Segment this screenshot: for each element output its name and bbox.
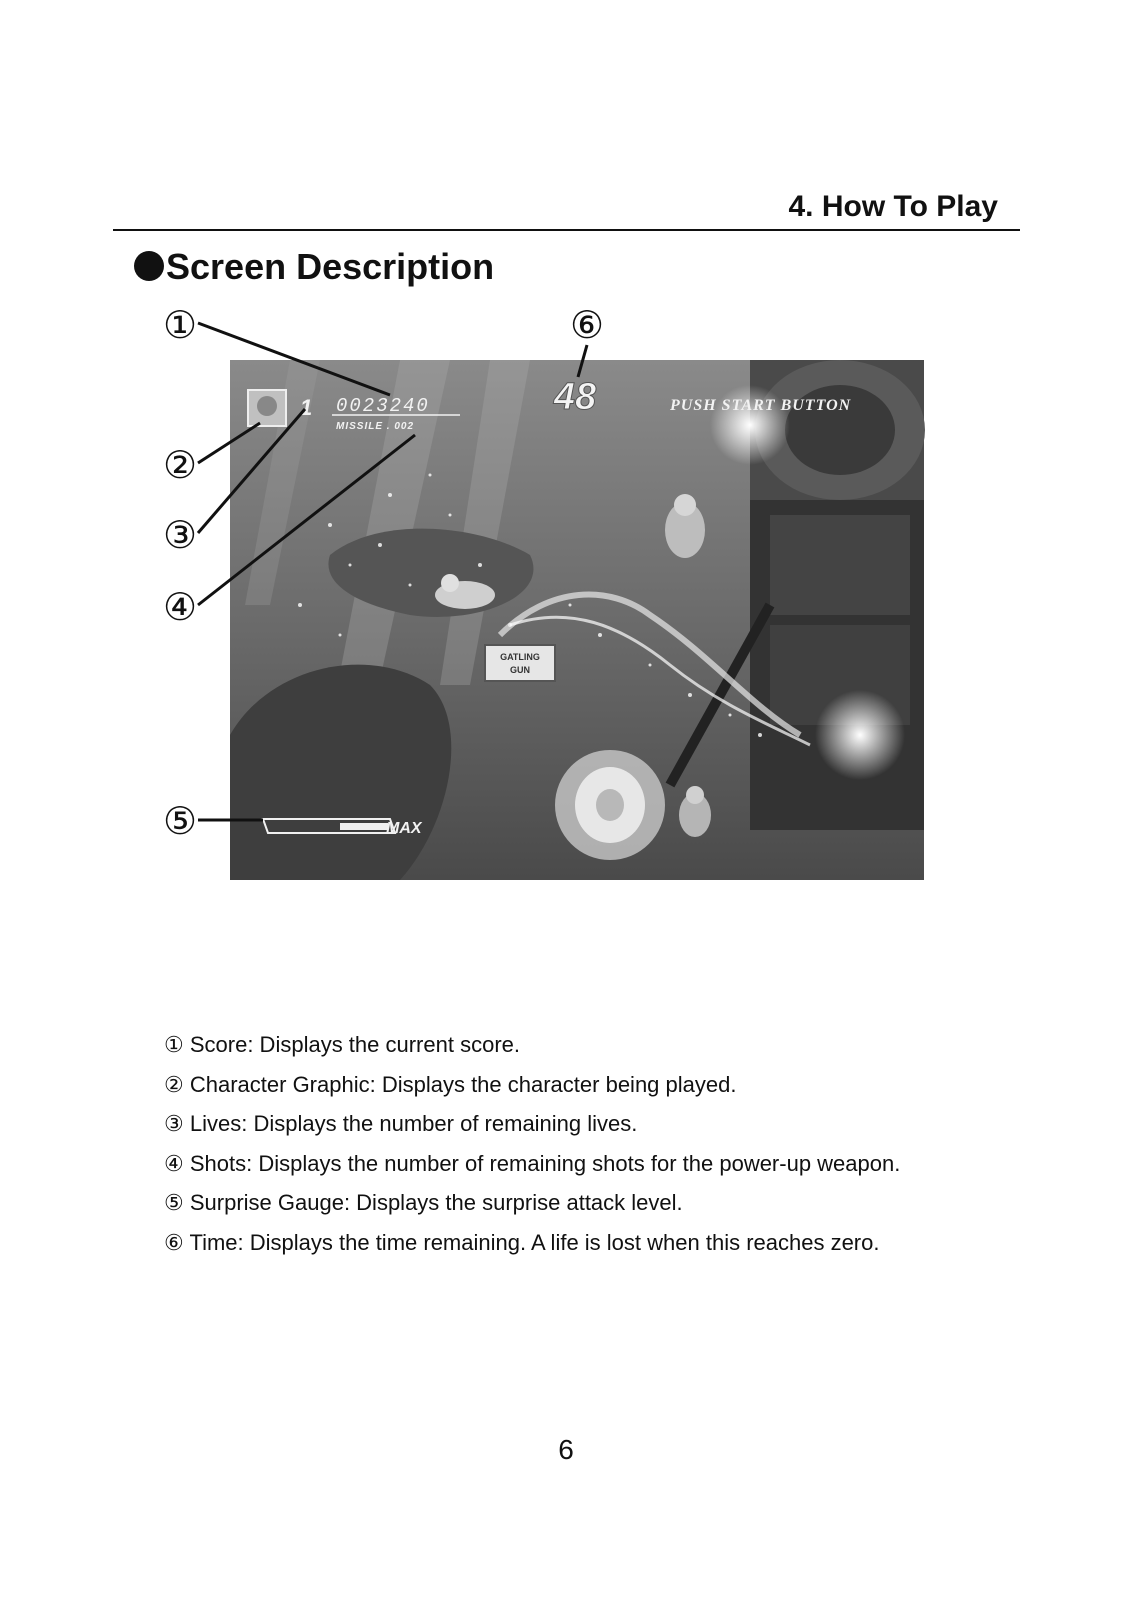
description-item-character	[164, 1065, 1014, 1105]
push-start-text: PUSH START BUTTON	[670, 397, 852, 414]
callout-1: ①	[162, 305, 198, 347]
bullet-icon	[134, 251, 164, 281]
description-text: Score: Displays the current score.	[189, 1032, 520, 1057]
game-screen-figure	[150, 305, 960, 915]
description-number: ①	[164, 1032, 184, 1057]
character-portrait-icon	[257, 396, 277, 416]
description-number: ⑥	[164, 1229, 184, 1255]
missile-count: MISSILE . 002	[336, 421, 415, 432]
description-text: Lives: Displays the number of remaining lives.	[189, 1111, 638, 1136]
chapter-heading: 4. How To Play	[788, 190, 998, 223]
callout-3: ③	[162, 513, 198, 557]
callout-5: ⑤	[162, 799, 198, 843]
gauge-max-label: MAX	[386, 820, 422, 837]
description-text: Character Graphic: Displays the character being played.	[189, 1071, 737, 1097]
description-item-lives	[164, 1104, 1014, 1144]
weapon-box-line: GATLING	[500, 652, 540, 662]
explosion-glow	[815, 690, 905, 780]
description-item-shots	[164, 1144, 1014, 1184]
game-screenshot	[230, 360, 925, 880]
description-number: ④	[164, 1150, 184, 1176]
description-list	[164, 1025, 1014, 1262]
lives-count: 1	[300, 395, 313, 420]
callout-6: ⑥	[569, 305, 605, 347]
description-number: ⑤	[164, 1190, 184, 1215]
description-text: Time: Displays the time remaining. A life is lost when this reaches zero.	[189, 1229, 880, 1255]
rock-shape	[230, 665, 451, 880]
description-text: Surprise Gauge: Displays the surprise attack level.	[189, 1190, 683, 1215]
timer-value: 48	[553, 376, 597, 418]
description-number: ②	[164, 1071, 184, 1097]
description-item-gauge	[164, 1183, 1014, 1223]
weapon-box-line: GUN	[510, 665, 530, 675]
description-number: ③	[164, 1111, 184, 1136]
weapon-box	[485, 645, 555, 681]
callout-2: ②	[162, 443, 198, 487]
header-rule	[113, 229, 1020, 231]
section-title	[134, 246, 494, 288]
page-number: 6	[558, 1434, 574, 1465]
description-text: Shots: Displays the number of remaining shots for the power-up weapon.	[189, 1150, 901, 1176]
section-title-text: Screen Description	[166, 246, 495, 287]
score-value: 0023240	[336, 395, 430, 417]
description-item-score	[164, 1025, 1014, 1065]
figure-svg	[150, 305, 960, 915]
callout-4: ④	[162, 585, 198, 629]
description-item-time	[164, 1223, 1014, 1263]
